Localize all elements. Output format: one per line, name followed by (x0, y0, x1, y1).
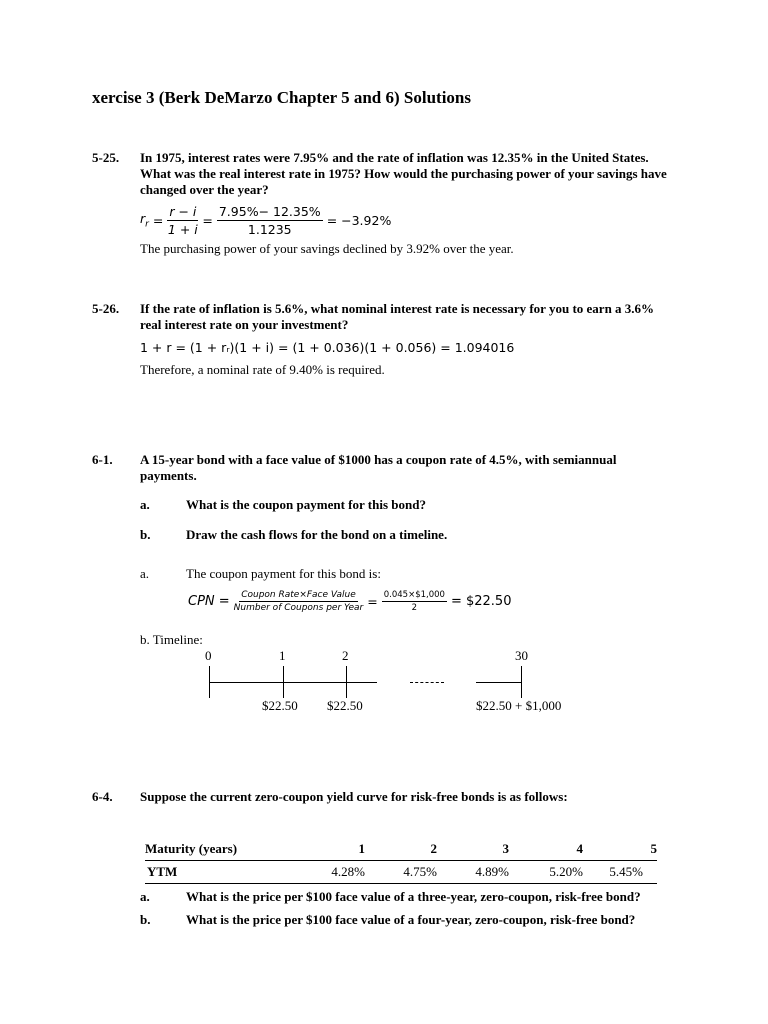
table-header-row (145, 838, 657, 861)
timeline-ellipsis (410, 682, 444, 683)
table-header-cell: 1 (358, 841, 365, 856)
timeline-flow-2: $22.50 (327, 698, 363, 713)
yield-curve-table (145, 838, 657, 884)
table-cell: YTM (147, 864, 178, 879)
table-cell: 5.20% (549, 864, 583, 879)
answer-label-a: a. (140, 566, 150, 581)
cpn-fraction-values: $\frac{0.045\times\$1,000}{2}$ (383, 590, 445, 613)
question-number-6-1: 6-1. (92, 452, 113, 467)
cpn-fraction-formula: $\frac{\text{Coupon Rate×Face Value}}{\text{Number of Coupons per Year}}$ (233, 590, 364, 613)
timeline-axis-right (476, 682, 522, 683)
table-row (145, 861, 657, 884)
timeline-tickmark-2 (346, 666, 347, 698)
real-rate-equation (140, 204, 391, 237)
eq-result: = −3.92% (326, 213, 392, 228)
table-header-cell: 2 (430, 841, 437, 856)
answer-text-a: The coupon payment for this bond is: (186, 566, 381, 581)
timeline-label: b. Timeline: (140, 632, 203, 647)
timeline-tickmark-1 (283, 666, 284, 698)
timeline-tick-1: 1 (279, 648, 286, 663)
table-cell: 4.75% (403, 864, 437, 879)
table-cell: 4.28% (331, 864, 365, 879)
table-header-cell: 4 (576, 841, 583, 856)
question-text-5-25: In 1975, interest rates were 7.95% and the rate of inflation was 12.35% in the United States. What was the real interest rate in 1975? How would the purchasing power of your savings have changed over the year? (140, 150, 667, 197)
eq-sign: = (367, 594, 378, 609)
question-number-6-4: 6-4. (92, 789, 113, 804)
timeline-tick-2: 2 (342, 648, 349, 663)
table-header-cell: 5 (650, 841, 657, 856)
timeline-tickmark-0 (209, 666, 210, 698)
part-label-b: b. (140, 527, 151, 542)
table-cell: 4.89% (475, 864, 509, 879)
part-text-b: Draw the cash flows for the bond on a timeline. (186, 527, 448, 542)
question-text-5-26: If the rate of inflation is 5.6%, what nominal interest rate is necessary for you to earn a 3.6% real interest rate on your investment? (140, 301, 655, 332)
coupon-equation (188, 590, 511, 613)
part-text-a-6-4: What is the price per $100 face value of a three-year, zero-coupon, risk-free bond? (186, 889, 641, 904)
cpn-lhs: CPN = (188, 594, 230, 609)
fraction-formula: $\frac{r - i}{1 + i}$ (167, 204, 198, 237)
answer-5-25: The purchasing power of your savings declined by 3.92% over the year. (140, 241, 514, 256)
timeline-axis-left (209, 682, 377, 683)
timeline-flow-1: $22.50 (262, 698, 298, 713)
nominal-rate-equation: 1 + r = (1 + rᵣ)(1 + i) = (1 + 0.036)(1 + 0.056) = 1.094016 (140, 340, 515, 355)
part-text-a: What is the coupon payment for this bond? (186, 497, 426, 512)
timeline-tick-30: 30 (515, 648, 528, 663)
question-text-6-1: A 15-year bond with a face value of $1000 has a coupon rate of 4.5%, with semiannual payments. (140, 452, 617, 483)
answer-5-26: Therefore, a nominal rate of 9.40% is required. (140, 362, 385, 377)
part-text-b-6-4: What is the price per $100 face value of a four-year, zero-coupon, risk-free bond? (186, 912, 636, 927)
part-label-a-6-4: a. (140, 889, 150, 904)
eq-sign: = (202, 213, 213, 228)
eq-sign: = (152, 213, 164, 228)
timeline-tick-0: 0 (205, 648, 212, 663)
eq-lhs: $r_r$ (140, 211, 149, 230)
cpn-result: = $22.50 (450, 594, 512, 609)
table-cell: 5.45% (609, 864, 643, 879)
question-text-6-4: Suppose the current zero-coupon yield curve for risk-free bonds is as follows: (140, 789, 568, 804)
table-header-cell: 3 (502, 841, 509, 856)
part-label-a: a. (140, 497, 150, 512)
table-header-cell: Maturity (years) (145, 841, 238, 856)
timeline-tickmark-30 (521, 666, 522, 698)
part-label-b-6-4: b. (140, 912, 151, 927)
question-number-5-26: 5-26. (92, 301, 120, 316)
page-title: xercise 3 (Berk DeMarzo Chapter 5 and 6) Solutions (92, 88, 472, 107)
fraction-values: $\frac{7.95\%- 12.35\%}{1.1235}$ (218, 204, 321, 237)
question-number-5-25: 5-25. (92, 150, 120, 165)
timeline-flow-30: $22.50 + $1,000 (476, 698, 562, 713)
